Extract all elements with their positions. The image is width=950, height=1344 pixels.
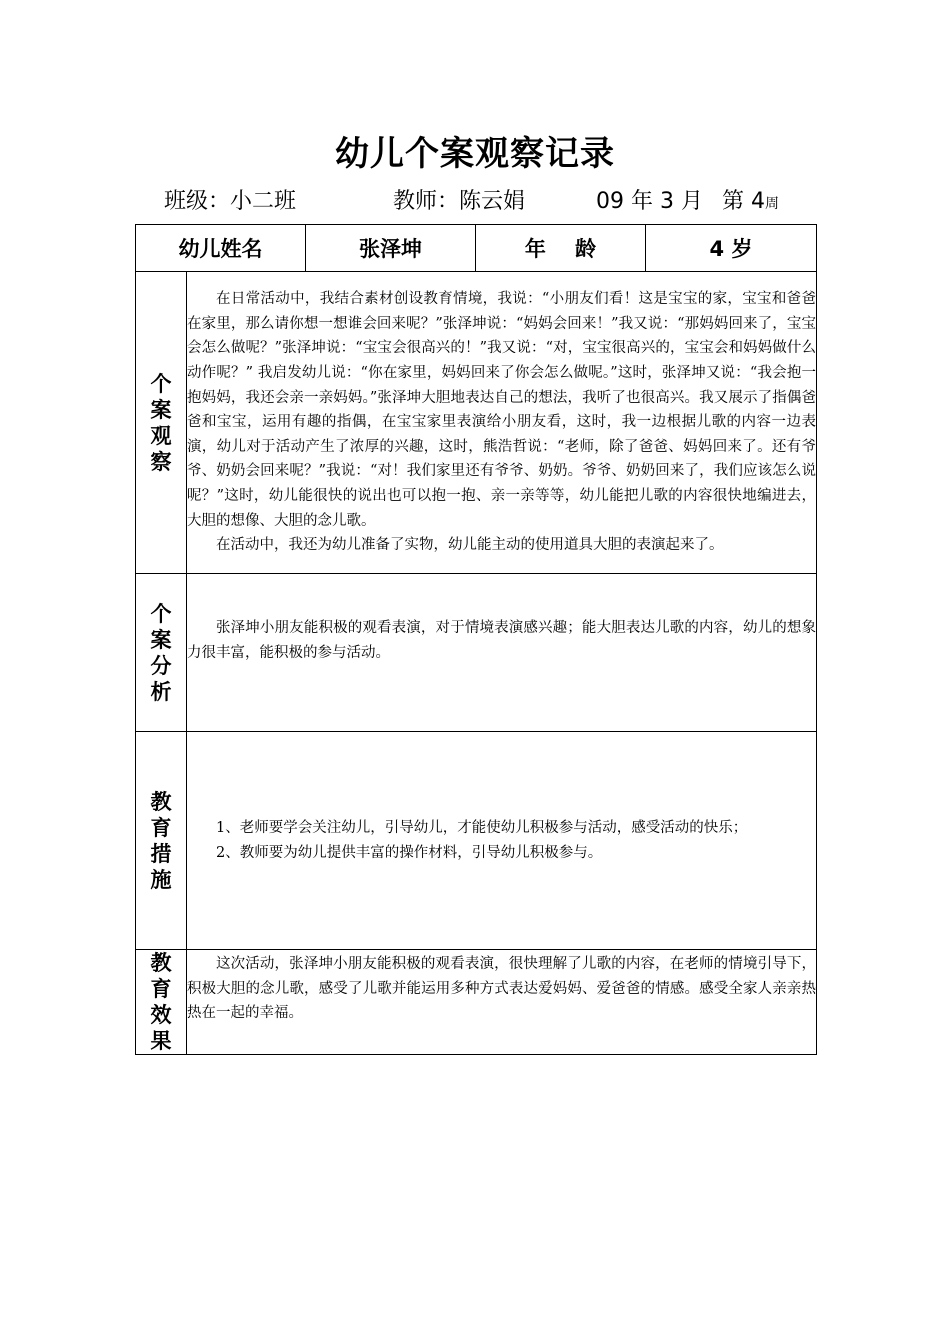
- child-name-label: 幼儿姓名: [136, 225, 306, 272]
- age-label: 年 龄: [476, 225, 646, 272]
- effect-paragraph: 这次活动，张泽坤小朋友能积极的观看表演，很快理解了儿歌的内容，在老师的情境引导下，积极大胆的念儿歌，感受了儿歌并能运用多种方式表达爱妈妈、爱爸爸的情感。感受全家人亲亲热热在一起的幸福。: [187, 956, 816, 1022]
- week-info: [722, 184, 779, 215]
- header-row: [136, 225, 817, 272]
- teacher-info: 教师：陈云娟: [393, 189, 526, 214]
- page-title: 幼儿个案观察记录: [335, 134, 615, 174]
- week-number: 第 4: [722, 189, 765, 214]
- analysis-row: [136, 574, 817, 732]
- observation-row: [136, 272, 817, 574]
- measures-row: [136, 732, 817, 950]
- date-info: 09 年 3 月: [596, 189, 703, 214]
- observation-label: 个 案 观 察: [136, 272, 187, 574]
- measures-content: [187, 732, 817, 950]
- class-info: 班级：小二班: [164, 189, 297, 214]
- observation-record-table: [135, 224, 817, 1055]
- analysis-label: 个 案 分 析: [136, 574, 187, 732]
- observation-paragraph: 在活动中，我还为幼儿准备了实物，幼儿能主动的使用道具大胆的表演起来了。: [216, 537, 724, 554]
- effect-content: [187, 950, 817, 1055]
- measures-item: 1、老师要学会关注幼儿，引导幼儿，才能使幼儿积极参与活动，感受活动的快乐；: [216, 819, 748, 836]
- observation-content: [187, 272, 817, 574]
- week-unit: 周: [765, 196, 779, 212]
- effect-label: 教 育 效 果: [136, 950, 187, 1055]
- analysis-content: [187, 574, 817, 732]
- child-name-value: 张泽坤: [306, 225, 476, 272]
- observation-paragraph: 在日常活动中，我结合素材创设教育情境，我说：“小朋友们看！这是宝宝的家，宝宝和爸爸在家里，那么请你想一想谁会回来呢？”张泽坤说：“妈妈会回来！”我又说：“那妈妈回来了，宝宝会怎么做呢？”张泽坤说：“宝宝会很高兴的！”我又说：“对，宝宝很高兴的，宝宝会和妈妈做什么动作呢？” 我启发幼儿说：“你在家里，妈妈回来了你会怎么做呢。”这时，张泽坤又说：“我会抱一抱妈妈，我还会亲一亲妈妈。”张泽坤大胆地表达自己的想法，我听了也很高兴。我又展示了指偶爸爸和宝宝，运用有趣的指偶，在宝宝家里表演给小朋友看，这时，我一边根据儿歌的内容一边表演，幼儿对于活动产生了浓厚的兴趣，这时，熊浩哲说：“老师，除了爸爸、妈妈回来了。还有爷爷、奶奶会回来呢？”我说：“对！我们家里还有爷爷、奶奶。爷爷、奶奶回来了，我们应该怎么说呢？”这时，幼儿能很快的说出也可以抱一抱、亲一亲等等，幼儿能把儿歌的内容很快地编进去，大胆的想像、大胆的念儿歌。: [187, 291, 816, 529]
- measures-item: 2、教师要为幼儿提供丰富的操作材料，引导幼儿积极参与。: [216, 844, 603, 861]
- measures-label: 教 育 措 施: [136, 732, 187, 950]
- analysis-paragraph: 张泽坤小朋友能积极的观看表演，对于情境表演感兴趣；能大胆表达儿歌的内容，幼儿的想象力很丰富，能积极的参与活动。: [187, 619, 816, 661]
- age-value: 4 岁: [646, 225, 817, 272]
- effect-row: [136, 950, 817, 1055]
